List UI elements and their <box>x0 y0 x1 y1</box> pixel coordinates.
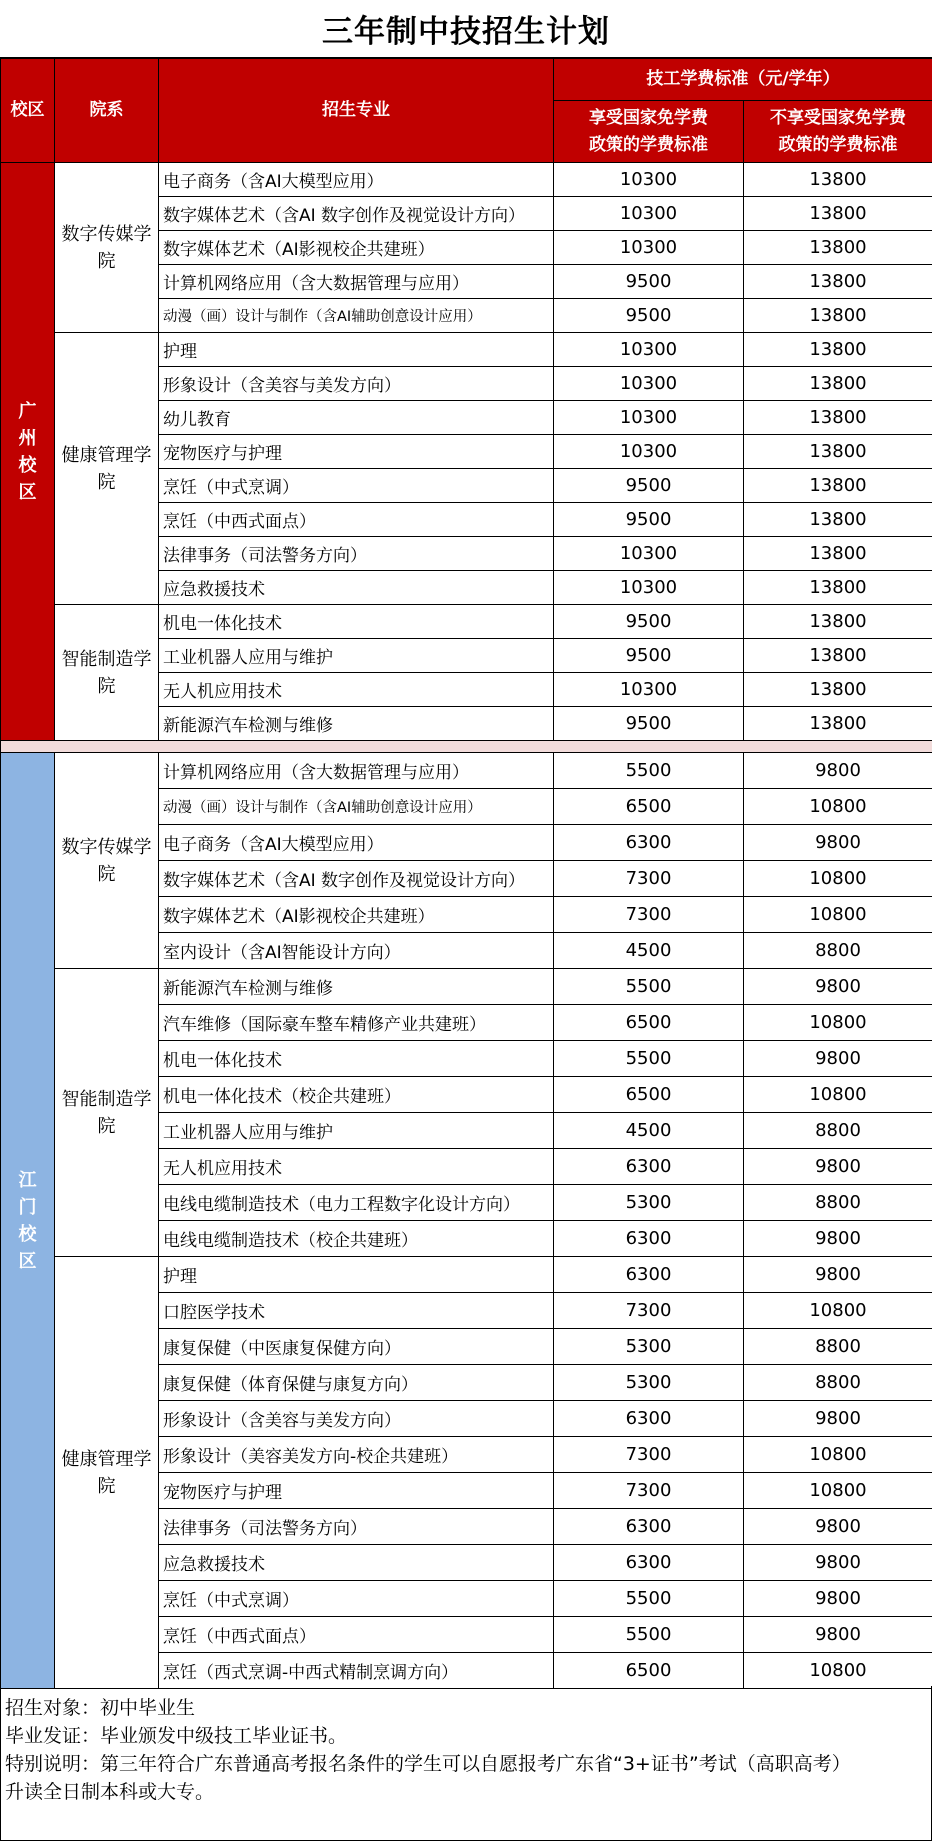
fee-b-cell: 9800 <box>744 969 932 1005</box>
fee-a-cell: 4500 <box>554 1113 744 1149</box>
fee-a-cell: 6500 <box>554 789 744 825</box>
fee-a-cell: 10300 <box>554 163 744 197</box>
major-cell: 宠物医疗与护理 <box>159 1473 554 1509</box>
table-row <box>1 163 932 197</box>
major-cell: 法律事务（司法警务方向） <box>159 537 554 571</box>
campus-cell <box>1 163 55 741</box>
note-cert: 毕业发证：毕业颁发中级技工毕业证书。 <box>5 1725 348 1747</box>
fee-b-cell: 10800 <box>744 1473 932 1509</box>
fee-a-cell: 5300 <box>554 1365 744 1401</box>
fee-b-cell: 9800 <box>744 825 932 861</box>
fee-a-cell: 10300 <box>554 231 744 265</box>
dept-cell: 智能制造学院 <box>55 605 159 741</box>
major-cell: 机电一体化技术 <box>159 1041 554 1077</box>
table-row <box>1 969 932 1005</box>
fee-b-cell: 13800 <box>744 537 932 571</box>
major-cell: 数字媒体艺术（含AI 数字创作及视觉设计方向） <box>159 197 554 231</box>
major-cell: 应急救援技术 <box>159 571 554 605</box>
fee-b-cell: 13800 <box>744 231 932 265</box>
fee-b-cell: 10800 <box>744 1293 932 1329</box>
major-cell: 计算机网络应用（含大数据管理与应用） <box>159 265 554 299</box>
fee-a-cell: 5500 <box>554 753 744 789</box>
major-cell: 电线电缆制造技术（校企共建班） <box>159 1221 554 1257</box>
fee-b-cell: 13800 <box>744 265 932 299</box>
major-cell: 电子商务（含AI大模型应用） <box>159 163 554 197</box>
major-cell: 动漫（画）设计与制作（含AI辅助创意设计应用） <box>159 789 554 825</box>
header-fee-a-line2: 政策的学费标准 <box>589 134 708 155</box>
fee-a-cell: 9500 <box>554 469 744 503</box>
major-cell: 口腔医学技术 <box>159 1293 554 1329</box>
major-cell: 动漫（画）设计与制作（含AI辅助创意设计应用） <box>159 299 554 333</box>
fee-b-cell: 9800 <box>744 1221 932 1257</box>
fee-b-cell: 13800 <box>744 571 932 605</box>
fee-b-cell: 13800 <box>744 401 932 435</box>
separator-cell <box>1 741 932 753</box>
dept-cell: 数字传媒学院 <box>55 163 159 333</box>
fee-b-cell: 13800 <box>744 367 932 401</box>
major-cell: 宠物医疗与护理 <box>159 435 554 469</box>
fee-b-cell: 8800 <box>744 1365 932 1401</box>
fee-b-cell: 10800 <box>744 1653 932 1689</box>
fee-a-cell: 6300 <box>554 1149 744 1185</box>
fee-b-cell: 8800 <box>744 1185 932 1221</box>
fee-a-cell: 7300 <box>554 897 744 933</box>
major-cell: 数字媒体艺术（AI影视校企共建班） <box>159 897 554 933</box>
table-row <box>1 753 932 789</box>
major-cell: 新能源汽车检测与维修 <box>159 707 554 741</box>
header-campus: 校区 <box>1 59 55 163</box>
fee-a-cell: 10300 <box>554 367 744 401</box>
fee-b-cell: 13800 <box>744 435 932 469</box>
major-cell: 机电一体化技术 <box>159 605 554 639</box>
header-fee-b <box>744 101 932 163</box>
fee-b-cell: 10800 <box>744 789 932 825</box>
fee-b-cell: 9800 <box>744 1149 932 1185</box>
note-special-line1: 特别说明：第三年符合广东普通高考报名条件的学生可以自愿报考广东省“3+证书”考试（高职高考） <box>5 1753 851 1775</box>
major-cell: 机电一体化技术（校企共建班） <box>159 1077 554 1113</box>
fee-a-cell: 7300 <box>554 1437 744 1473</box>
fee-a-cell: 7300 <box>554 861 744 897</box>
fee-a-cell: 10300 <box>554 401 744 435</box>
major-cell: 无人机应用技术 <box>159 673 554 707</box>
major-cell: 电子商务（含AI大模型应用） <box>159 825 554 861</box>
fee-b-cell: 10800 <box>744 897 932 933</box>
header-dept: 院系 <box>55 59 159 163</box>
major-cell: 新能源汽车检测与维修 <box>159 969 554 1005</box>
fee-a-cell: 9500 <box>554 265 744 299</box>
campus-name: 江 门 校 区 <box>18 1169 37 1272</box>
header-fee-b-line2: 政策的学费标准 <box>778 134 898 155</box>
major-cell: 康复保健（中医康复保健方向） <box>159 1329 554 1365</box>
fee-a-cell: 9500 <box>554 299 744 333</box>
major-cell: 护理 <box>159 1257 554 1293</box>
fee-a-cell: 6300 <box>554 1545 744 1581</box>
major-cell: 烹饪（中西式面点） <box>159 503 554 537</box>
major-cell: 护理 <box>159 333 554 367</box>
fee-b-cell: 13800 <box>744 469 932 503</box>
header-major: 招生专业 <box>159 59 554 163</box>
notes-section <box>0 1686 932 1841</box>
major-cell: 工业机器人应用与维护 <box>159 1113 554 1149</box>
fee-b-cell: 9800 <box>744 753 932 789</box>
fee-b-cell: 13800 <box>744 673 932 707</box>
major-cell: 形象设计（含美容与美发方向） <box>159 367 554 401</box>
fee-b-cell: 13800 <box>744 333 932 367</box>
campus-cell <box>1 753 55 1689</box>
fee-b-cell: 10800 <box>744 861 932 897</box>
fee-a-cell: 6500 <box>554 1005 744 1041</box>
fee-a-cell: 10300 <box>554 571 744 605</box>
major-cell: 幼儿教育 <box>159 401 554 435</box>
fee-a-cell: 5300 <box>554 1329 744 1365</box>
major-cell: 烹饪（西式烹调-中西式精制烹调方向） <box>159 1653 554 1689</box>
fee-a-cell: 9500 <box>554 639 744 673</box>
major-cell: 康复保健（体育保健与康复方向） <box>159 1365 554 1401</box>
fee-a-cell: 6300 <box>554 1257 744 1293</box>
fee-a-cell: 5500 <box>554 969 744 1005</box>
table-body <box>1 163 932 1689</box>
fee-b-cell: 9800 <box>744 1041 932 1077</box>
fee-b-cell: 13800 <box>744 605 932 639</box>
fee-b-cell: 10800 <box>744 1005 932 1041</box>
fee-a-cell: 9500 <box>554 605 744 639</box>
fee-a-cell: 5500 <box>554 1581 744 1617</box>
fee-a-cell: 5500 <box>554 1041 744 1077</box>
table-row <box>1 605 932 639</box>
fee-b-cell: 13800 <box>744 639 932 673</box>
header-fee-group: 技工学费标准（元/学年） <box>554 59 932 101</box>
fee-b-cell: 13800 <box>744 163 932 197</box>
dept-cell: 智能制造学院 <box>55 969 159 1257</box>
header-fee-a <box>554 101 744 163</box>
fee-b-cell: 13800 <box>744 299 932 333</box>
major-cell: 计算机网络应用（含大数据管理与应用） <box>159 753 554 789</box>
fee-a-cell: 6300 <box>554 825 744 861</box>
major-cell: 电线电缆制造技术（电力工程数字化设计方向） <box>159 1185 554 1221</box>
fee-a-cell: 7300 <box>554 1473 744 1509</box>
dept-cell: 健康管理学院 <box>55 333 159 605</box>
major-cell: 烹饪（中式烹调） <box>159 1581 554 1617</box>
major-cell: 烹饪（中式烹调） <box>159 469 554 503</box>
note-target: 招生对象：初中毕业生 <box>5 1697 196 1719</box>
major-cell: 数字媒体艺术（含AI 数字创作及视觉设计方向） <box>159 861 554 897</box>
fee-a-cell: 10300 <box>554 197 744 231</box>
fee-b-cell: 9800 <box>744 1545 932 1581</box>
header-fee-b-line1: 不享受国家免学费 <box>770 107 906 128</box>
fee-a-cell: 6500 <box>554 1653 744 1689</box>
fee-b-cell: 9800 <box>744 1257 932 1293</box>
fee-a-cell: 10300 <box>554 537 744 571</box>
fee-a-cell: 5300 <box>554 1185 744 1221</box>
major-cell: 工业机器人应用与维护 <box>159 639 554 673</box>
table-row <box>1 333 932 367</box>
major-cell: 无人机应用技术 <box>159 1149 554 1185</box>
fee-b-cell: 13800 <box>744 503 932 537</box>
fee-b-cell: 9800 <box>744 1401 932 1437</box>
page-title: 三年制中技招生计划 <box>0 0 932 58</box>
major-cell: 形象设计（美容美发方向-校企共建班） <box>159 1437 554 1473</box>
major-cell: 数字媒体艺术（AI影视校企共建班） <box>159 231 554 265</box>
fee-b-cell: 9800 <box>744 1581 932 1617</box>
major-cell: 应急救援技术 <box>159 1545 554 1581</box>
major-cell: 形象设计（含美容与美发方向） <box>159 1401 554 1437</box>
header-fee-a-line1: 享受国家免学费 <box>589 107 708 128</box>
major-cell: 烹饪（中西式面点） <box>159 1617 554 1653</box>
campus-name: 广 州 校 区 <box>18 400 37 503</box>
fee-b-cell: 8800 <box>744 933 932 969</box>
fee-a-cell: 10300 <box>554 435 744 469</box>
fee-b-cell: 9800 <box>744 1617 932 1653</box>
fee-b-cell: 13800 <box>744 707 932 741</box>
fee-b-cell: 8800 <box>744 1113 932 1149</box>
fee-a-cell: 10300 <box>554 673 744 707</box>
fee-a-cell: 6500 <box>554 1077 744 1113</box>
dept-cell: 健康管理学院 <box>55 1257 159 1689</box>
major-cell: 汽车维修（国际豪车整车精修产业共建班） <box>159 1005 554 1041</box>
dept-cell: 数字传媒学院 <box>55 753 159 969</box>
fee-a-cell: 7300 <box>554 1293 744 1329</box>
fee-a-cell: 10300 <box>554 333 744 367</box>
fee-b-cell: 13800 <box>744 197 932 231</box>
major-cell: 法律事务（司法警务方向） <box>159 1509 554 1545</box>
fee-a-cell: 6300 <box>554 1509 744 1545</box>
major-cell: 室内设计（含AI智能设计方向） <box>159 933 554 969</box>
table-row <box>1 1257 932 1293</box>
fee-b-cell: 9800 <box>744 1509 932 1545</box>
fee-a-cell: 9500 <box>554 503 744 537</box>
fee-b-cell: 8800 <box>744 1329 932 1365</box>
fee-b-cell: 10800 <box>744 1437 932 1473</box>
note-special-line2: 升读全日制本科或大专。 <box>5 1781 215 1803</box>
fee-a-cell: 5500 <box>554 1617 744 1653</box>
fee-b-cell: 10800 <box>744 1077 932 1113</box>
fee-a-cell: 6300 <box>554 1401 744 1437</box>
fee-table <box>0 58 932 1689</box>
fee-a-cell: 4500 <box>554 933 744 969</box>
fee-a-cell: 6300 <box>554 1221 744 1257</box>
fee-a-cell: 9500 <box>554 707 744 741</box>
campus-separator <box>1 741 932 753</box>
